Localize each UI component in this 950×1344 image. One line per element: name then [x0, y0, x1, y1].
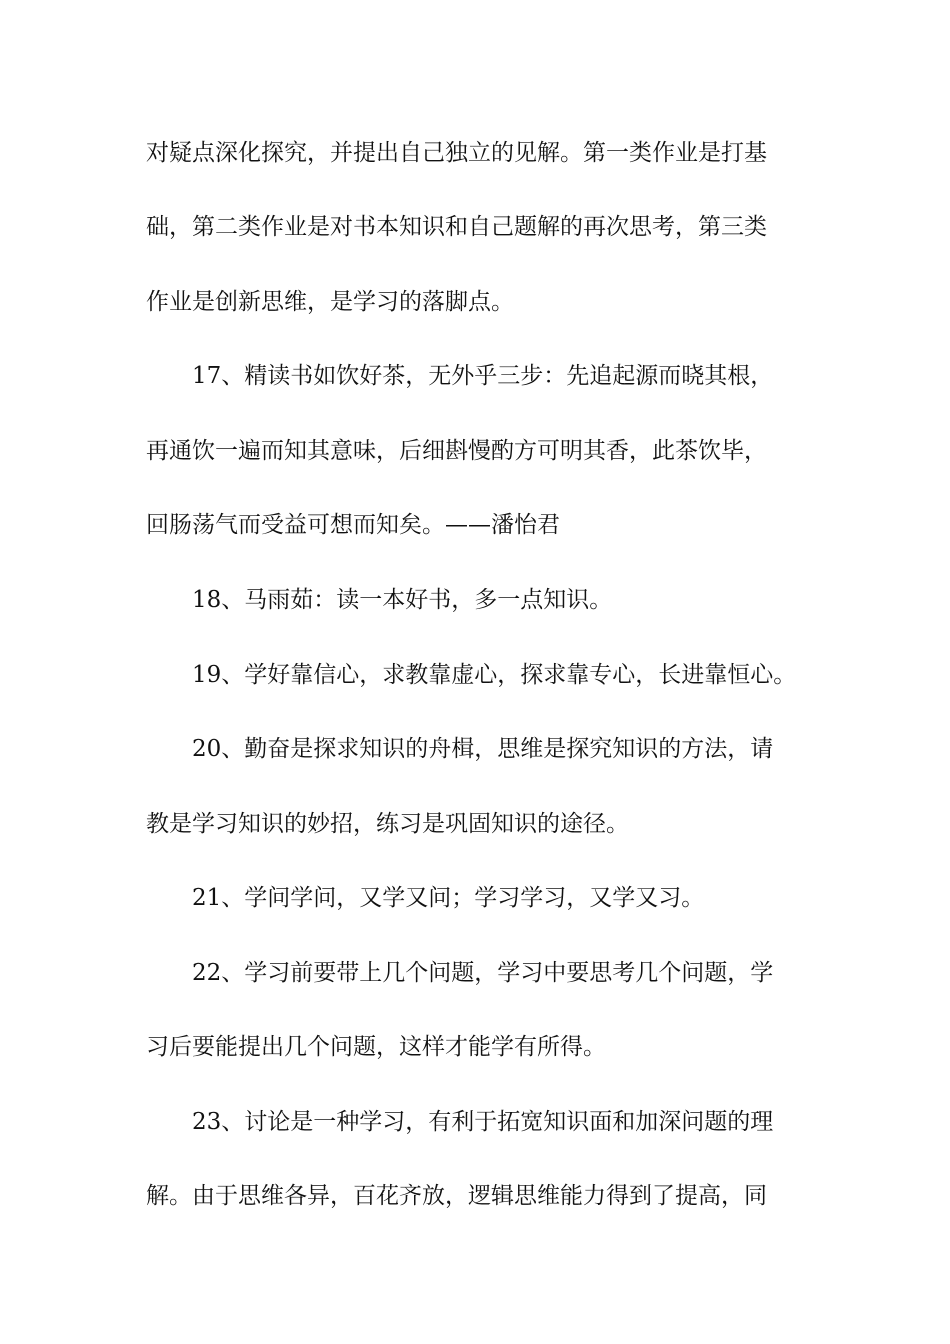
text-line: 解。由于思维各异，百花齐放，逻辑思维能力得到了提高，同: [146, 1183, 767, 1209]
paragraph-20-start: 20、勤奋是探求知识的舟楫，思维是探究知识的方法，请: [192, 736, 774, 762]
paragraph-22-start: 22、学习前要带上几个问题，学习中要思考几个问题，学: [192, 960, 774, 986]
text-line: 础，第二类作业是对书本知识和自己题解的再次思考，第三类: [146, 214, 767, 240]
paragraph-18: 18、马雨茹：读一本好书，多一点知识。: [192, 587, 613, 613]
text-line: 作业是创新思维，是学习的落脚点。: [146, 289, 514, 315]
text-line: 对疑点深化探究，并提出自己独立的见解。第一类作业是打基: [146, 140, 767, 166]
text-line: 习后要能提出几个问题，这样才能学有所得。: [146, 1034, 606, 1060]
paragraph-21: 21、学问学问，又学又问；学习学习，又学又习。: [192, 885, 705, 911]
text-line: 再通饮一遍而知其意味，后细斟慢酌方可明其香，此茶饮毕，: [146, 438, 767, 464]
paragraph-19: 19、学好靠信心，求教靠虚心，探求靠专心，长进靠恒心。: [192, 662, 797, 688]
paragraph-17-start: 17、精读书如饮好茶，无外乎三步：先追起源而晓其根，: [192, 363, 774, 389]
text-line: 回肠荡气而受益可想而知矣。——潘怡君: [146, 512, 560, 538]
text-line: 教是学习知识的妙招，练习是巩固知识的途径。: [146, 811, 629, 837]
paragraph-23-start: 23、讨论是一种学习，有利于拓宽知识面和加深问题的理: [192, 1109, 774, 1135]
